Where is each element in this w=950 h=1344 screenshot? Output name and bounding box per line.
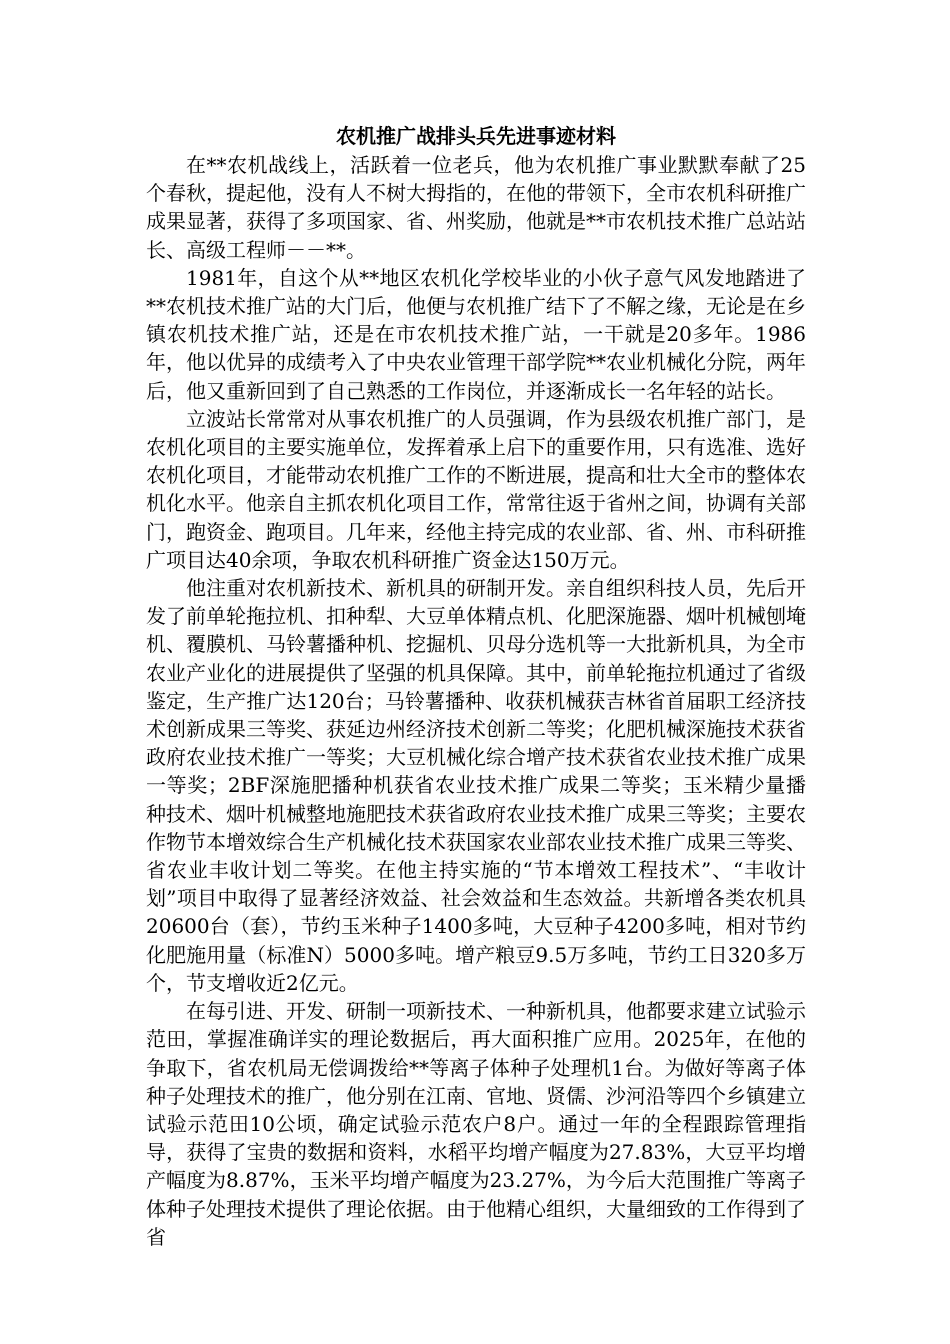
paragraph-new-machinery: 他注重对农机新技术、新机具的研制开发。亲自组织科技人员，先后开发了前单轮拖拉机、扣种犁、大豆单体精点机、化肥深施器、烟叶机械刨埯机、覆膜机、马铃薯播种机、挖掘机、贝母分选机等一大批新机具，为全市农业产业化的进展提供了坚强的机具保障。其中，前单轮拖拉机通过了省级鉴定，生产推广达120台；马铃薯播种、收获机械获吉林省首届职工经济技术创新成果三等奖、获延边州经济技术创新二等奖；化肥机械深施技术获省政府农业技术推广一等奖；大豆机械化综合增产技术获省农业技术推广成果一等奖；2BF深施肥播种机获省农业技术推广成果二等奖；玉米精少量播种技术、烟叶机械整地施肥技术获省政府农业技术推广成果三等奖；主要农作物节本增效综合生产机械化技术获国家农业部农业技术推广成果三等奖、省农业丰收计划二等奖。在他主持实施的“节本增效工程技术”、“丰收计划”项目中取得了显著经济效益、社会效益和生态效益。共新增各类农机具20600台（套），节约玉米种子1400多吨，大豆种子4200多吨，相对节约化肥施用量（标准N）5000多吨。增产粮豆9.5万多吨，节约工日320多万个，节支增收近2亿元。: [146, 576, 806, 995]
paragraph-career: 1981年，自这个从**地区农机化学校毕业的小伙子意气风发地踏进了**农机技术推广站的大门后，他便与农机推广结下了不解之缘，无论是在乡镇农机技术推广站，还是在市农机技术推广站，一干就是20多年。1986年，他以优异的成绩考入了中央农业管理干部学院**农业机械化分院，两年后，他又重新回到了自己熟悉的工作岗位，并逐渐成长一名年轻的站长。: [146, 265, 806, 403]
document-title: 农机推广战排头兵先进事迹材料: [336, 124, 616, 148]
paragraph-projects: 立波站长常常对从事农机推广的人员强调，作为县级农机推广部门，是农机化项目的主要实施单位，发挥着承上启下的重要作用，只有选准、选好农机化项目，才能带动农机推广工作的不断进展，提高和壮大全市的整体农机化水平。他亲自主抓农机化项目工作，常常往返于省州之间，协调有关部门，跑资金、跑项目。几年来，经他主持完成的农业部、省、州、市科研推广项目达40余项，争取农机科研推广资金达150万元。: [146, 406, 806, 572]
document-page: [146, 122, 806, 1251]
paragraph-intro: 在**农机战线上，活跃着一位老兵，他为农机推广事业默默奉献了25个春秋，提起他，没有人不树大拇指的，在他的带领下，全市农机科研推广成果显著，获得了多项国家、省、州奖励，他就是**市农机技术推广总站站长、高级工程师－－**。: [146, 153, 806, 262]
paragraph-demonstration: 在每引进、开发、研制一项新技术、一种新机具，他都要求建立试验示范田，掌握准确详实的理论数据后，再大面积推广应用。2025年，在他的争取下，省农机局无偿调拨给**等离子体种子处理机1台。为做好等离子体种子处理技术的推广，他分别在江南、官地、贤儒、沙河沿等四个乡镇建立试验示范田10公顷，确定试验示范农户8户。通过一年的全程跟踪管理指导，获得了宝贵的数据和资料，水稻平均增产幅度为27.83%，大豆平均增产幅度为8.87%，玉米平均增产幅度为23.27%，为今后大范围推广等离子体种子处理技术提供了理论依据。由于他精心组织，大量细致的工作得到了省: [146, 999, 806, 1249]
